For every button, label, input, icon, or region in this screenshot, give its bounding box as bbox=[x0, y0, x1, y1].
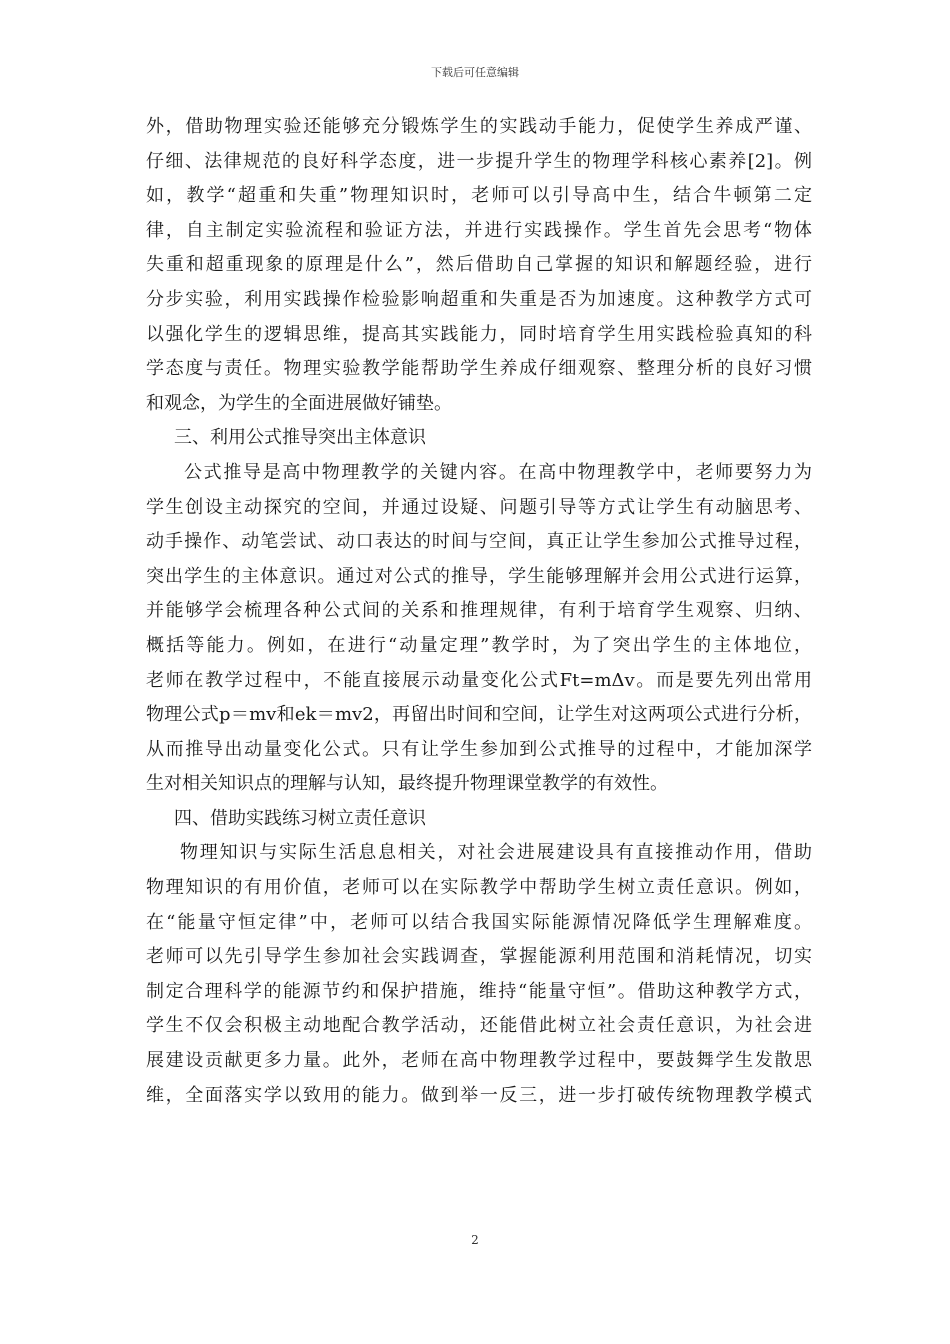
text-line: 物理公式p＝mv和ek＝mv2，再留出时间和空间，让学生对这两项公式进行分析， bbox=[146, 704, 812, 726]
section-heading: 三、利用公式推导突出主体意识 bbox=[174, 427, 426, 449]
paragraph bbox=[146, 836, 812, 1113]
text-line: 外，借助物理实验还能够充分锻炼学生的实践动手能力，促使学生养成严谨、 bbox=[146, 116, 812, 137]
paragraph bbox=[146, 110, 812, 421]
text-line: 物理知识的有用价值，老师可以在实际教学中帮助学生树立责任意识。例如， bbox=[146, 877, 812, 899]
text-line: 概括等能力。例如，在进行“动量定理”教学时，为了突出学生的主体地位， bbox=[146, 634, 812, 656]
text-line: 失重和超重现象的原理是什么”，然后借助自己掌握的知识和解题经验，进行 bbox=[146, 254, 812, 276]
page-header: 下载后可任意编辑 bbox=[431, 66, 519, 79]
text-line: 学态度与责任。物理实验教学能帮助学生养成仔细观察、整理分析的良好习惯 bbox=[146, 358, 812, 380]
paragraph bbox=[146, 456, 812, 802]
text-line: 并能够学会梳理各种公式间的关系和推理规律，有利于培育学生观察、归纳、 bbox=[146, 600, 812, 622]
text-line: 老师可以先引导学生参加社会实践调查，掌握能源利用范围和消耗情况，切实 bbox=[146, 946, 812, 968]
text-line: 学生不仅会积极主动地配合教学活动，还能借此树立社会责任意识，为社会进 bbox=[146, 1015, 812, 1037]
text-line: 如，教学“超重和失重”物理知识时，老师可以引导高中生，结合牛顿第二定 bbox=[146, 185, 812, 207]
text-line: 生对相关知识点的理解与认知，最终提升物理课堂教学的有效性。 bbox=[146, 773, 668, 795]
text-line: 在“能量守恒定律”中，老师可以结合我国实际能源情况降低学生理解难度。 bbox=[146, 911, 812, 933]
text-line: 老师在教学过程中，不能直接展示动量变化公式Ft=mΔv。而是要先列出常用 bbox=[146, 669, 812, 691]
text-line: 动手操作、动笔尝试、动口表达的时间与空间，真正让学生参加公式推导过程， bbox=[146, 531, 812, 553]
text-line: 维，全面落实学以致用的能力。做到举一反三，进一步打破传统物理教学模式 bbox=[146, 1084, 812, 1106]
text-line: 和观念，为学生的全面进展做好铺垫。 bbox=[146, 392, 452, 414]
text-line: 从而推导出动量变化公式。只有让学生参加到公式推导的过程中，才能加深学 bbox=[146, 738, 812, 760]
text-line: 突出学生的主体意识。通过对公式的推导，学生能够理解并会用公式进行运算， bbox=[146, 565, 812, 587]
text-line: 分步实验，利用实践操作检验影响超重和失重是否为加速度。这种教学方式可 bbox=[146, 288, 812, 310]
text-line: 展建设贡献更多力量。此外，老师在高中物理教学过程中，要鼓舞学生发散思 bbox=[146, 1050, 812, 1072]
text-line: 以强化学生的逻辑思维，提高其实践能力，同时培育学生用实践检验真知的科 bbox=[146, 323, 812, 345]
text-line: 仔细、法律规范的良好科学态度，进一步提升学生的物理学科核心素养[2]。例 bbox=[146, 150, 812, 172]
text-line: 学生创设主动探究的空间，并通过设疑、问题引导等方式让学生有动脑思考、 bbox=[146, 496, 812, 518]
document-body bbox=[146, 110, 812, 1113]
page-number: 2 bbox=[471, 1233, 479, 1247]
text-line: 制定合理科学的能源节约和保护措施，维持“能量守恒”。借助这种教学方式， bbox=[146, 980, 812, 1002]
text-line: 律，自主制定实验流程和验证方法，并进行实践操作。学生首先会思考“物体 bbox=[146, 219, 812, 241]
text-line: 公式推导是高中物理教学的关键内容。在高中物理教学中，老师要努力为 bbox=[184, 461, 812, 483]
section-heading: 四、借助实践练习树立责任意识 bbox=[174, 807, 426, 829]
text-line: 物理知识与实际生活息息相关，对社会进展建设具有直接推动作用，借助 bbox=[180, 842, 812, 864]
